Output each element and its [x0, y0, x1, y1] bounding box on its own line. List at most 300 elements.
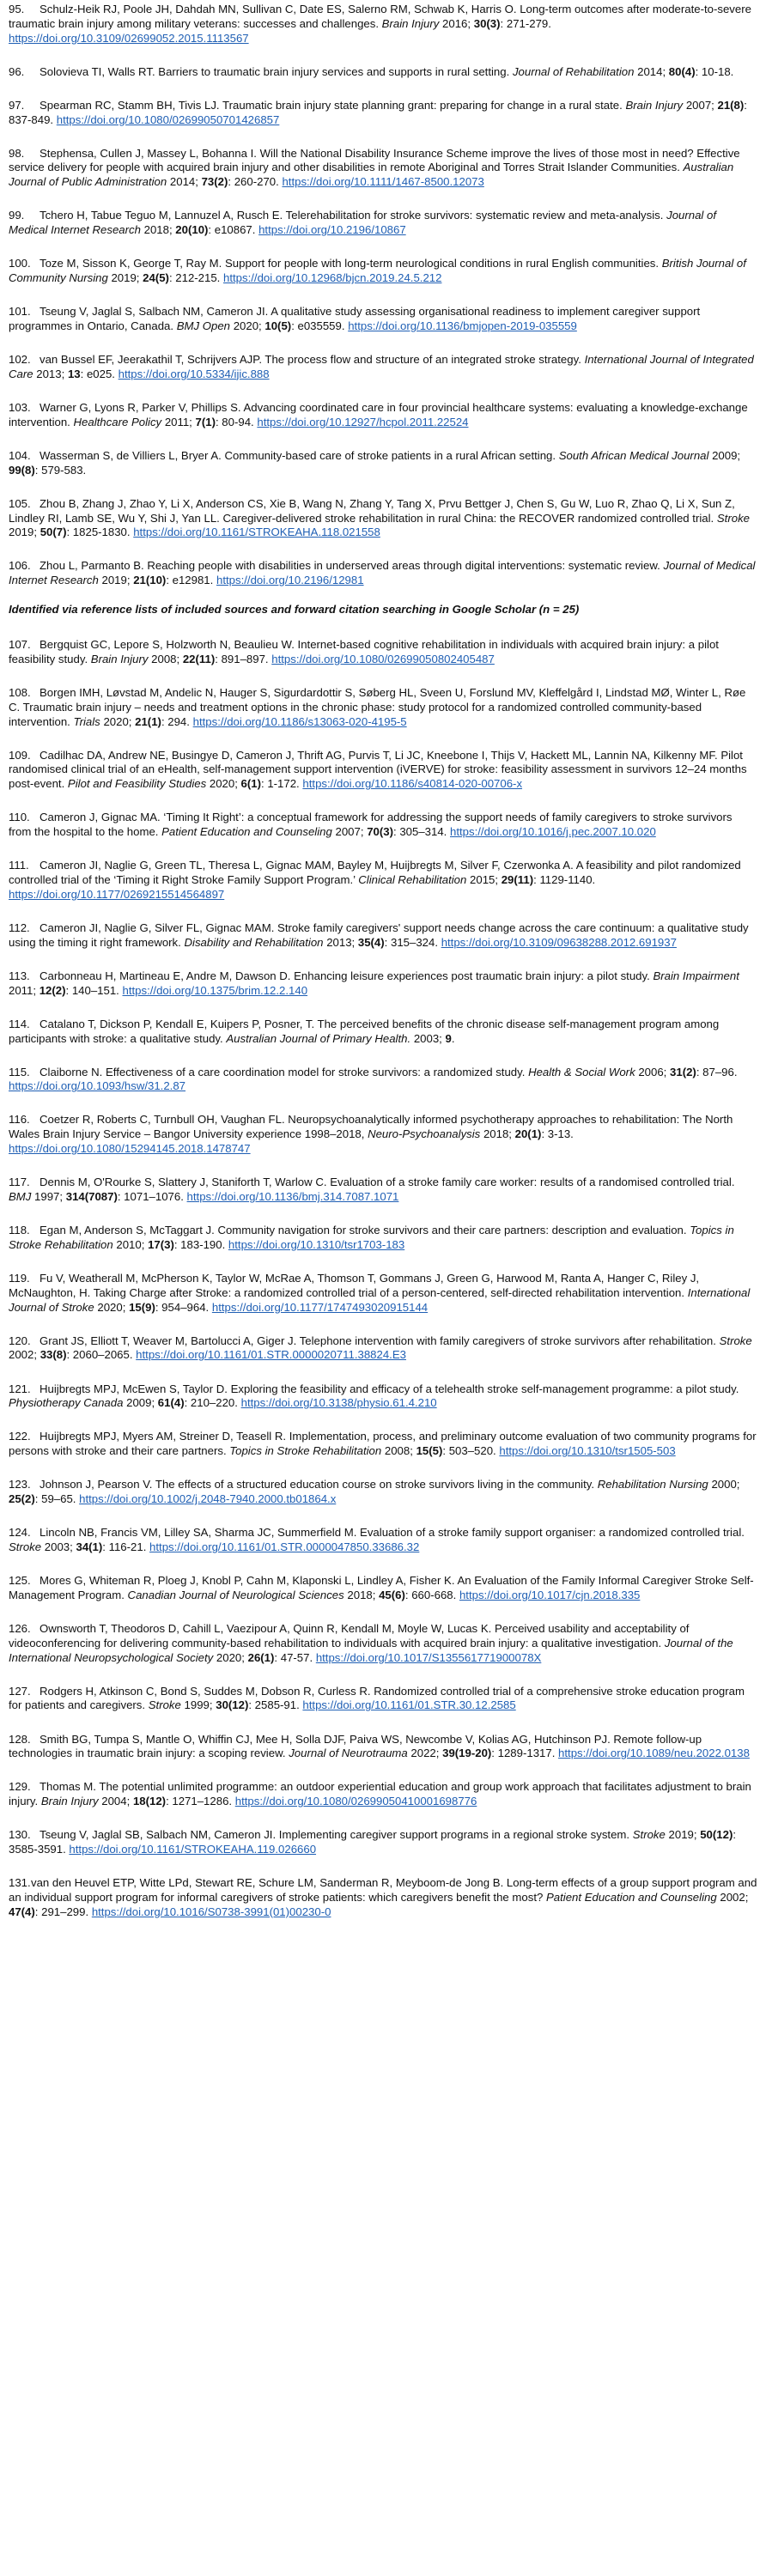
doi-link[interactable]: https://doi.org/10.1080/02699050802405487 — [271, 652, 495, 665]
reference-authors: Ownsworth T, Theodoros D, Cahill L, Vaezipour A, Quinn R, Kendall M, Moyle W, Lucas K. — [40, 1621, 492, 1635]
reference-journal: Pilot and Feasibility Studies — [67, 777, 207, 791]
reference-year: 2015; — [470, 873, 499, 887]
reference-title: The potential unlimited programme: an outdoor experiential education and group work approach that facilitates adjustment to brain injury. — [9, 1780, 751, 1808]
reference-authors: Egan M, Anderson S, McTaggart J. — [40, 1224, 215, 1237]
reference-authors: Huijbregts MPJ, McEwen S, Taylor D. — [40, 1382, 228, 1395]
reference-journal: Disability and Rehabilitation — [184, 935, 324, 949]
doi-link[interactable]: https://doi.org/10.2196/10867 — [258, 223, 406, 237]
reference-number: 108. — [9, 685, 31, 699]
doi-link[interactable]: https://doi.org/10.1161/01.STR.0000047850.33686.32 — [149, 1540, 420, 1553]
reference-pages: : 1825-1830. — [66, 526, 131, 539]
reference-authors: Solovieva TI, Walls RT. — [40, 64, 155, 78]
reference-title: Internet-based cognitive rehabilitation in individuals with acquired brain injury: a pilot feasibility study. — [9, 638, 719, 665]
reference-authors: Catalano T, Dickson P, Kendall E, Kuipers P, Posner, T. — [40, 1017, 315, 1030]
reference-pages: : 183-190. — [173, 1237, 226, 1251]
reference-number: 119. — [9, 1271, 30, 1285]
reference-number: 111. — [9, 859, 29, 872]
reference-journal: Australian Journal of Primary Health. — [226, 1031, 411, 1045]
reference-number: 130. — [9, 1828, 31, 1842]
reference-number: 116. — [9, 1113, 30, 1127]
reference-entry — [9, 1828, 757, 1857]
doi-link[interactable]: https://doi.org/10.1136/bmjopen-2019-035559 — [348, 319, 577, 332]
reference-entry — [9, 257, 757, 286]
reference-journal: Brain Impairment — [653, 969, 739, 982]
reference-journal: Stroke — [632, 1828, 666, 1842]
reference-year: 2010; — [116, 1237, 145, 1251]
reference-entry — [9, 401, 757, 430]
reference-volume: 22(11) — [182, 652, 216, 665]
reference-entry — [9, 305, 757, 334]
reference-year: 2002; — [720, 1891, 749, 1905]
reference-number: 95. — [9, 3, 25, 15]
reference-title: Telephone intervention with family caregivers of stroke survivors after rehabilitation. — [299, 1334, 716, 1347]
reference-number: 128. — [9, 1732, 31, 1746]
reference-volume: 47(4) — [9, 1905, 35, 1918]
reference-year: 2019; — [9, 526, 38, 539]
reference-title: Perceived usability and acceptability of videoconferencing for delivering community-based rehabilitation to individuals with acquired brain injury: a qualitative investigation. — [9, 1621, 690, 1649]
reference-number: 107. — [9, 638, 31, 652]
reference-year: 2013; — [326, 935, 356, 949]
reference-title: Implementation, process, and preliminary outcome evaluation of two community programs for persons with stroke and their care partners. — [9, 1430, 757, 1458]
reference-number: 115. — [9, 1065, 30, 1078]
reference-pages: : 59–65. — [34, 1492, 76, 1506]
reference-volume: 45(6) — [379, 1588, 405, 1601]
reference-volume: 50(12) — [700, 1828, 733, 1842]
reference-year: 2014; — [169, 175, 198, 189]
reference-authors: Fu V, Weatherall M, McPherson K, Taylor W, McRae A, Thomson T, Gommans J, Green G, Harwood M, Ranta A, Hanger C, Riley J, McNaughton, H. — [9, 1271, 700, 1299]
reference-title: An Evaluation of the Family Informal Caregiver Stroke Self-Management Program. — [9, 1574, 754, 1601]
doi-link[interactable]: https://doi.org/10.1310/tsr1505-503 — [499, 1444, 676, 1458]
reference-title: Exploring the feasibility and efficacy of a telehealth stroke self-management programme: a pilot study. — [230, 1382, 739, 1395]
reference-year: 2002; — [9, 1348, 38, 1362]
reference-pages: : 1271–1286. — [166, 1795, 233, 1808]
reference-journal: Health & Social Work — [528, 1065, 635, 1078]
reference-journal: Canadian Journal of Neurological Sciences — [127, 1588, 344, 1601]
reference-entry — [9, 1780, 757, 1809]
reference-title: Effectiveness of a care coordination model for stroke survivors: a randomized study. — [105, 1065, 526, 1078]
reference-volume: 21(1) — [135, 714, 161, 728]
doi-link[interactable]: https://doi.org/10.1161/STROKEAHA.118.021558 — [133, 526, 380, 539]
reference-authors: Cadilhac DA, Andrew NE, Busingye D, Cameron J, Thrift AG, Purvis T, Li JC, Kneebone I, Thijs V, Hackett ML, Lannin NA, Kilkenny MF. — [40, 748, 718, 762]
reference-journal: Physiotherapy Canada — [9, 1396, 124, 1410]
reference-pages: : 2060–2065. — [66, 1348, 133, 1362]
doi-link[interactable]: https://doi.org/10.1080/02699050701426857 — [56, 112, 280, 126]
reference-entry — [9, 1430, 757, 1459]
reference-number: 103. — [9, 400, 31, 414]
reference-entry — [9, 559, 757, 588]
reference-journal: Stroke — [9, 1540, 42, 1553]
reference-pages: : 291–299. — [34, 1905, 89, 1918]
reference-volume: 34(1) — [76, 1540, 103, 1553]
reference-entry — [9, 147, 757, 190]
reference-entry — [9, 1272, 757, 1315]
reference-authors: Grant JS, Elliott T, Weaver M, Bartolucci A, Giger J. — [40, 1334, 297, 1347]
reference-number: 127. — [9, 1684, 31, 1698]
doi-link[interactable]: https://doi.org/10.1016/j.pec.2007.10.020 — [450, 825, 656, 839]
reference-number: 120. — [9, 1334, 31, 1347]
doi-link[interactable]: https://doi.org/10.1111/1467-8500.12073 — [282, 175, 484, 189]
reference-volume: 7(1) — [195, 415, 216, 428]
reference-authors: Coetzer R, Roberts C, Turnbull OH, Vaughan FL. — [40, 1113, 285, 1127]
reference-journal: British Journal of Community Nursing — [9, 257, 746, 285]
reference-number: 99. — [9, 209, 25, 222]
reference-pages: : 271-279. — [500, 16, 551, 30]
reference-authors: Schulz-Heik RJ, Poole JH, Dahdah MN, Sullivan C, Date ES, Salerno RM, Schwab K, Harris O. — [40, 3, 517, 15]
reference-title: Support for people with long-term neurological conditions in rural English communities. — [224, 257, 660, 270]
reference-pages: : 80-94. — [215, 415, 254, 428]
reference-title: The effects of a structured education course on stroke survivors living in the community. — [155, 1478, 595, 1492]
reference-number: 129. — [9, 1780, 31, 1794]
reference-volume: 9 — [445, 1031, 452, 1045]
reference-entry — [9, 686, 757, 729]
reference-entry — [9, 449, 757, 478]
doi-link[interactable]: https://doi.org/10.1017/S135561771900078X — [315, 1650, 542, 1664]
reference-entry — [9, 1574, 757, 1603]
reference-authors: Tseung V, Jaglal SB, Salbach NM, Cameron JI. — [40, 1828, 277, 1842]
reference-authors: Spearman RC, Stamm BH, Tivis LJ. — [40, 98, 220, 112]
reference-authors: Toze M, Sisson K, George T, Ray M. — [40, 257, 222, 270]
reference-journal: Topics in Stroke Rehabilitation — [229, 1444, 382, 1458]
doi-link[interactable]: https://doi.org/10.1080/02699050410001698776 — [234, 1795, 477, 1808]
reference-title: Randomized controlled trial of a comprehensive stroke education program for patients and caregivers. — [9, 1684, 745, 1712]
reference-entry — [9, 1224, 757, 1253]
reference-number: 113. — [9, 969, 30, 982]
reference-entry — [9, 1113, 757, 1156]
reference-title: Evaluation of a stroke family care worker: results of a randomised controlled trial. — [330, 1176, 735, 1189]
reference-volume: 30(12) — [216, 1698, 249, 1712]
reference-title: A feasibility and pilot randomized controlled trial of the ‘Timing it Right Stroke Family Support Program.’ — [9, 859, 741, 887]
reference-year: 2019; — [101, 574, 131, 587]
reference-number: 102. — [9, 353, 31, 367]
reference-title: ‘Timing It Right’: a conceptual framework for addressing the support needs of family caregivers to stroke survivors from the hospital to the home. — [9, 811, 733, 839]
reference-pages: : 3585-3591. — [9, 1828, 737, 1856]
reference-volume: 17(3) — [148, 1237, 174, 1251]
reference-pages: : 891–897. — [215, 652, 269, 665]
reference-number: 117. — [9, 1176, 30, 1189]
reference-number: 124. — [9, 1526, 31, 1540]
reference-authors: Mores G, Whiteman R, Ploeg J, Knobl P, Cahn M, Klaponski L, Lindley A, Fisher K. — [40, 1574, 455, 1588]
reference-volume: 25(2) — [9, 1492, 35, 1506]
reference-year: 2007; — [685, 98, 714, 112]
reference-authors: Zhou L, Parmanto B. — [40, 559, 144, 573]
reference-title: Stroke family caregivers' support needs change across the care continuum: a qualitative study using the timing it right framework. — [9, 920, 749, 949]
reference-number: 100. — [9, 257, 31, 270]
doi-link[interactable]: https://doi.org/10.1161/01.STR.30.12.2585 — [302, 1698, 516, 1712]
reference-title: Implementing caregiver support programs in a regional stroke system. — [278, 1828, 630, 1842]
reference-entry — [9, 99, 757, 128]
doi-link[interactable]: https://doi.org/10.1375/brim.12.2.140 — [122, 983, 308, 997]
reference-authors: Johnson J, Pearson V. — [40, 1478, 153, 1492]
doi-link[interactable]: https://doi.org/10.1310/tsr1703-183 — [228, 1237, 405, 1251]
doi-link[interactable]: https://doi.org/10.3109/02699052.2015.1113567 — [9, 31, 249, 45]
reference-pages: : 1071–1076. — [117, 1189, 184, 1203]
reference-title: Reaching people with disabilities in underserved areas through digital interventions: systematic review. — [147, 559, 660, 573]
reference-journal: Journal of Medical Internet Research — [9, 209, 717, 237]
reference-year: 2020; — [209, 777, 238, 791]
reference-title: Advancing coordinated care in four provincial healthcare systems: evaluating a knowledge-exchange intervention. — [9, 400, 748, 428]
reference-title: Traumatic brain injury – needs and treatment options in the chronic phase: study protocol for a randomized controlled community-based intervention. — [9, 700, 702, 728]
reference-entry — [9, 859, 757, 902]
reference-pages: : e10867. — [208, 223, 256, 237]
reference-number: 131. — [9, 1876, 31, 1890]
reference-list-part1 — [9, 3, 757, 588]
reference-year: 2018; — [483, 1127, 512, 1141]
reference-title: Community-based care of stroke patients in a rural African setting. — [224, 448, 556, 462]
reference-journal: Stroke — [719, 1334, 752, 1347]
reference-number: 125. — [9, 1574, 31, 1588]
reference-authors: van den Heuvel ETP, Witte LPd, Stewart RE, Schure LM, Sanderman R, Meyboom-de Jong B. — [31, 1876, 504, 1890]
reference-pages: : 305–314. — [393, 825, 447, 839]
reference-volume: 61(4) — [157, 1396, 185, 1410]
reference-pages: : 1129-1140. — [533, 873, 596, 887]
reference-journal: Stroke — [716, 511, 751, 525]
reference-year: 2020; — [97, 1300, 126, 1314]
reference-number: 112. — [9, 920, 30, 934]
doi-link[interactable]: https://doi.org/10.1177/0269215514564897 — [9, 887, 225, 901]
reference-journal: Brain Injury — [381, 16, 440, 30]
reference-entry — [9, 1018, 757, 1047]
reference-number: 110. — [9, 811, 30, 824]
doi-link[interactable]: https://doi.org/10.5334/ijic.888 — [118, 367, 270, 380]
reference-authors: Rodgers H, Atkinson C, Bond S, Suddes M, Dobson R, Curless R. — [40, 1684, 371, 1698]
reference-year: 1999; — [184, 1698, 213, 1712]
doi-link[interactable]: https://doi.org/10.1080/15294145.2018.1478747 — [9, 1142, 251, 1156]
reference-authors: Bergquist GC, Lepore S, Holzworth N, Beaulieu W. — [40, 638, 295, 652]
reference-volume: 33(8) — [40, 1348, 67, 1362]
reference-year: 2008; — [151, 652, 180, 665]
reference-pages: : 579-583. — [34, 463, 87, 477]
reference-authors: Zhou B, Zhang J, Zhao Y, Li X, Anderson CS, Xie B, Wang N, Zhang Y, Tang X, Prvu Bettger J, Chen S, Gu W, Luo R, Zhao Q, Li X, Sun Z, Lindley RI, Lamb SE, Wu Y, Shi J, Yan LL. — [9, 496, 735, 525]
reference-authors: Warner G, Lyons R, Parker V, Phillips S. — [40, 400, 241, 414]
reference-entry — [9, 1334, 757, 1364]
doi-link[interactable]: https://doi.org/10.12927/hcpol.2011.22524 — [257, 415, 469, 428]
reference-volume: 35(4) — [357, 935, 385, 949]
doi-link[interactable]: https://doi.org/10.1186/s13063-020-4195-5 — [192, 714, 407, 728]
reference-journal: International Journal of Integrated Care — [9, 353, 754, 380]
reference-year: 2011; — [9, 983, 37, 997]
reference-volume: 73(2) — [201, 175, 228, 189]
doi-link[interactable]: https://doi.org/10.1161/STROKEAHA.119.026660 — [69, 1843, 317, 1856]
reference-authors: Carbonneau H, Martineau E, Andre M, Dawson D. — [40, 969, 291, 982]
reference-journal: Clinical Rehabilitation — [358, 873, 467, 887]
reference-pages: : 212-215. — [168, 271, 221, 285]
reference-pages: : 210–220. — [184, 1396, 238, 1410]
reference-title: Remote follow-up technologies in traumatic brain injury: a scoping review. — [9, 1732, 702, 1760]
reference-volume: 31(2) — [670, 1065, 696, 1078]
reference-journal: Brain Injury — [40, 1795, 99, 1808]
reference-journal: Brain Injury — [90, 652, 149, 665]
reference-pages: : 837-849. — [9, 98, 747, 126]
reference-year: 2007; — [335, 825, 364, 839]
reference-authors: Dennis M, O'Rourke S, Slattery J, Staniforth T, Warlow C. — [40, 1176, 327, 1189]
reference-journal: South African Medical Journal — [558, 448, 709, 462]
reference-entry — [9, 1526, 757, 1555]
reference-year: 2003; — [44, 1540, 73, 1553]
doi-link[interactable]: https://doi.org/10.1016/S0738-3991(01)00230-0 — [91, 1905, 331, 1918]
doi-link[interactable]: https://doi.org/10.1017/cjn.2018.335 — [459, 1588, 641, 1601]
reference-volume: 15(9) — [129, 1300, 155, 1314]
reference-number: 104. — [9, 448, 31, 462]
reference-title: Community navigation for stroke survivors and their care partners: description and evaluation. — [217, 1224, 687, 1237]
reference-journal: BMJ Open — [176, 319, 231, 332]
reference-volume: 6(1) — [240, 777, 261, 791]
reference-volume: 20(1) — [514, 1127, 542, 1141]
reference-volume: 10(5) — [264, 319, 292, 332]
reference-volume: 12(2) — [39, 983, 66, 997]
doi-link[interactable]: https://doi.org/10.1161/01.STR.0000020711.38824.E3 — [136, 1348, 406, 1362]
reference-number: 96. — [9, 64, 25, 78]
reference-number: 109. — [9, 748, 31, 762]
reference-title: Caregiver-delivered stroke rehabilitation in rural China: the RECOVER randomized controlled trial. — [222, 511, 714, 525]
reference-entry — [9, 1066, 757, 1095]
reference-pages: : e025. — [80, 367, 115, 380]
reference-pages: : 260-270. — [228, 175, 279, 189]
reference-title: Traumatic brain injury state planning grant: preparing for change in a rural state. — [222, 98, 623, 112]
reference-pages: : e035559. — [291, 319, 345, 332]
reference-title: Taking Charge after Stroke: a randomized controlled trial of a person-centered, self-directed rehabilitation intervention. — [93, 1285, 685, 1299]
reference-number: 105. — [9, 496, 31, 510]
reference-authors: Tchero H, Tabue Teguo M, Lannuzel A, Rusch E. — [40, 209, 283, 222]
reference-pages: : 10-18. — [695, 64, 734, 78]
reference-volume: 39(19-20) — [442, 1747, 492, 1760]
reference-volume: 314(7087) — [65, 1189, 118, 1203]
reference-volume: 24(5) — [143, 271, 169, 285]
reference-authors: Smith BG, Tumpa S, Mantle O, Whiffin CJ, Mee H, Solla DJF, Paiva WS, Newcombe V, Kolias AG, Hutchinson PJ. — [40, 1732, 611, 1746]
reference-entry — [9, 921, 757, 951]
doi-link[interactable]: https://doi.org/10.3138/physio.61.4.210 — [240, 1396, 437, 1410]
reference-title: A qualitative study assessing organisational readiness to implement caregiver support programmes in Ontario, Canada. — [9, 305, 701, 332]
reference-year: 2020; — [233, 319, 262, 332]
reference-year: 2008; — [384, 1444, 413, 1458]
reference-number: 121. — [9, 1382, 31, 1395]
reference-entry — [9, 497, 757, 540]
reference-year: 2009; — [712, 448, 741, 462]
reference-volume: 20(10) — [175, 223, 209, 237]
reference-journal: Stroke — [148, 1698, 181, 1712]
reference-number: 114. — [9, 1017, 30, 1030]
reference-list-part2 — [9, 638, 757, 1920]
reference-pages: : 2585-91. — [248, 1698, 300, 1712]
reference-journal: Brain Injury — [625, 98, 684, 112]
reference-year: 2018; — [347, 1588, 376, 1601]
reference-entry — [9, 1685, 757, 1714]
reference-year: 2003; — [413, 1031, 442, 1045]
reference-authors: van Bussel EF, Jeerakathil T, Schrijvers AJP. — [40, 353, 262, 367]
reference-entry — [9, 3, 757, 46]
reference-entry — [9, 65, 757, 80]
doi-link[interactable]: https://doi.org/10.3109/09638288.2012.691937 — [441, 935, 677, 949]
doi-link[interactable]: https://doi.org/10.1186/s40814-020-00706-x — [302, 777, 523, 791]
reference-pages: : e12981. — [166, 574, 214, 587]
reference-journal: Journal of Rehabilitation — [512, 64, 635, 78]
reference-year: 2011; — [164, 415, 192, 428]
reference-number: 126. — [9, 1621, 31, 1635]
reference-volume: 30(3) — [473, 16, 501, 30]
reference-year: 2020; — [103, 714, 132, 728]
reference-title: Pilot randomised clinical trial of an eHealth, self-management support intervention (iVERVE) for stroke: feasibility assessment in survivors 12–24 months post-event. — [9, 748, 747, 791]
reference-entry — [9, 969, 757, 999]
reference-pages: : 116-21. — [102, 1540, 147, 1553]
reference-journal: Patient Education and Counseling — [161, 825, 332, 839]
reference-entry — [9, 749, 757, 792]
reference-authors: Cameron JI, Naglie G, Silver FL, Gignac MAM. — [40, 920, 275, 934]
doi-link[interactable]: https://doi.org/10.2196/12981 — [216, 574, 364, 587]
reference-journal: BMJ — [9, 1189, 32, 1203]
doi-link[interactable]: https://doi.org/10.1093/hsw/31.2.87 — [9, 1079, 186, 1093]
reference-entry — [9, 1382, 757, 1412]
reference-authors: Cameron JI, Naglie G, Green TL, Theresa L, Gignac MAM, Bayley M, Huijbregts M, Silver F, Czerwonka A. — [40, 859, 574, 872]
reference-year: 2004; — [101, 1795, 131, 1808]
reference-pages: . — [451, 1031, 455, 1045]
reference-volume: 21(10) — [133, 574, 167, 587]
reference-number: 106. — [9, 559, 31, 573]
reference-journal: International Journal of Stroke — [9, 1285, 751, 1314]
reference-pages: : 47-57. — [274, 1650, 313, 1664]
reference-journal: Healthcare Policy — [73, 415, 162, 428]
reference-number: 97. — [9, 98, 25, 112]
reference-authors: Huijbregts MPJ, Myers AM, Streiner D, Teasell R. — [40, 1430, 287, 1443]
reference-year: 2006; — [638, 1065, 667, 1078]
reference-journal: Topics in Stroke Rehabilitation — [9, 1224, 734, 1251]
reference-volume: 18(12) — [132, 1795, 167, 1808]
reference-year: 2022; — [410, 1747, 440, 1760]
reference-journal: Trials — [73, 714, 100, 728]
reference-authors: Tseung V, Jaglal S, Salbach NM, Cameron JI. — [40, 305, 269, 319]
reference-entry — [9, 1478, 757, 1507]
reference-pages: : 1289-1317. — [491, 1747, 556, 1760]
reference-entry — [9, 638, 757, 667]
reference-pages: : 140–151. — [65, 983, 119, 997]
reference-pages: : 1-172. — [261, 777, 300, 791]
reference-authors: Borgen IMH, Løvstad M, Andelic N, Hauger S, Sigurdardottir S, Søberg HL, Sveen U, Forslund MV, Kleffelgård I, Lindstad MØ, Winter L, Røe C. — [9, 685, 746, 714]
reference-volume: 99(8) — [9, 463, 35, 477]
reference-title: Long-term effects of a group support program and an individual support program for informal caregivers of stroke patients: which caregivers benefit the most? — [9, 1876, 757, 1905]
reference-year: 2019; — [668, 1828, 697, 1842]
reference-entry — [9, 1622, 757, 1665]
reference-entry — [9, 209, 757, 238]
reference-title: Barriers to traumatic brain injury services and supports in rural setting. — [158, 64, 510, 78]
reference-year: 2000; — [711, 1478, 740, 1492]
reference-year: 2019; — [111, 271, 140, 285]
reference-pages: : 87–96. — [696, 1065, 738, 1078]
reference-number: 122. — [9, 1430, 31, 1443]
reference-entry — [9, 1176, 757, 1205]
reference-number: 101. — [9, 305, 31, 319]
doi-link[interactable]: https://doi.org/10.1002/j.2048-7940.2000.tb01864.x — [79, 1492, 337, 1506]
reference-volume: 80(4) — [668, 64, 696, 78]
reference-journal: Journal of Medical Internet Research — [9, 559, 756, 587]
section-heading: Identified via reference lists of included sources and forward citation searching in Google Scholar (n = 25) — [9, 603, 580, 617]
reference-volume: 13 — [67, 367, 81, 380]
doi-link[interactable]: https://doi.org/10.12968/bjcn.2019.24.5.212 — [223, 271, 442, 285]
reference-volume: 15(5) — [416, 1444, 443, 1458]
reference-title: The perceived benefits of the chronic disease self-management program among participants with stroke: a qualitative study. — [9, 1017, 720, 1045]
reference-authors: Stephensa, Cullen J, Massey L, Bohanna I. — [40, 146, 257, 160]
reference-year: 1997; — [34, 1189, 64, 1203]
reference-year: 2013; — [36, 367, 65, 380]
reference-journal: Rehabilitation Nursing — [597, 1478, 708, 1492]
reference-pages: : 315–324. — [384, 935, 439, 949]
doi-link[interactable]: https://doi.org/10.1136/bmj.314.7087.1071 — [186, 1189, 399, 1203]
reference-journal: Patient Education and Counseling — [545, 1891, 717, 1905]
reference-pages: : 3-13. — [541, 1127, 574, 1141]
doi-link[interactable]: https://doi.org/10.1177/1747493020915144 — [211, 1300, 429, 1314]
doi-link[interactable]: https://doi.org/10.1089/neu.2022.0138 — [558, 1747, 750, 1760]
reference-journal: Journal of Neurotrauma — [289, 1747, 408, 1760]
reference-entry — [9, 811, 757, 840]
reference-title: Telerehabilitation for stroke survivors: systematic review and meta-analysis. — [285, 209, 664, 222]
reference-number: 118. — [9, 1224, 30, 1237]
